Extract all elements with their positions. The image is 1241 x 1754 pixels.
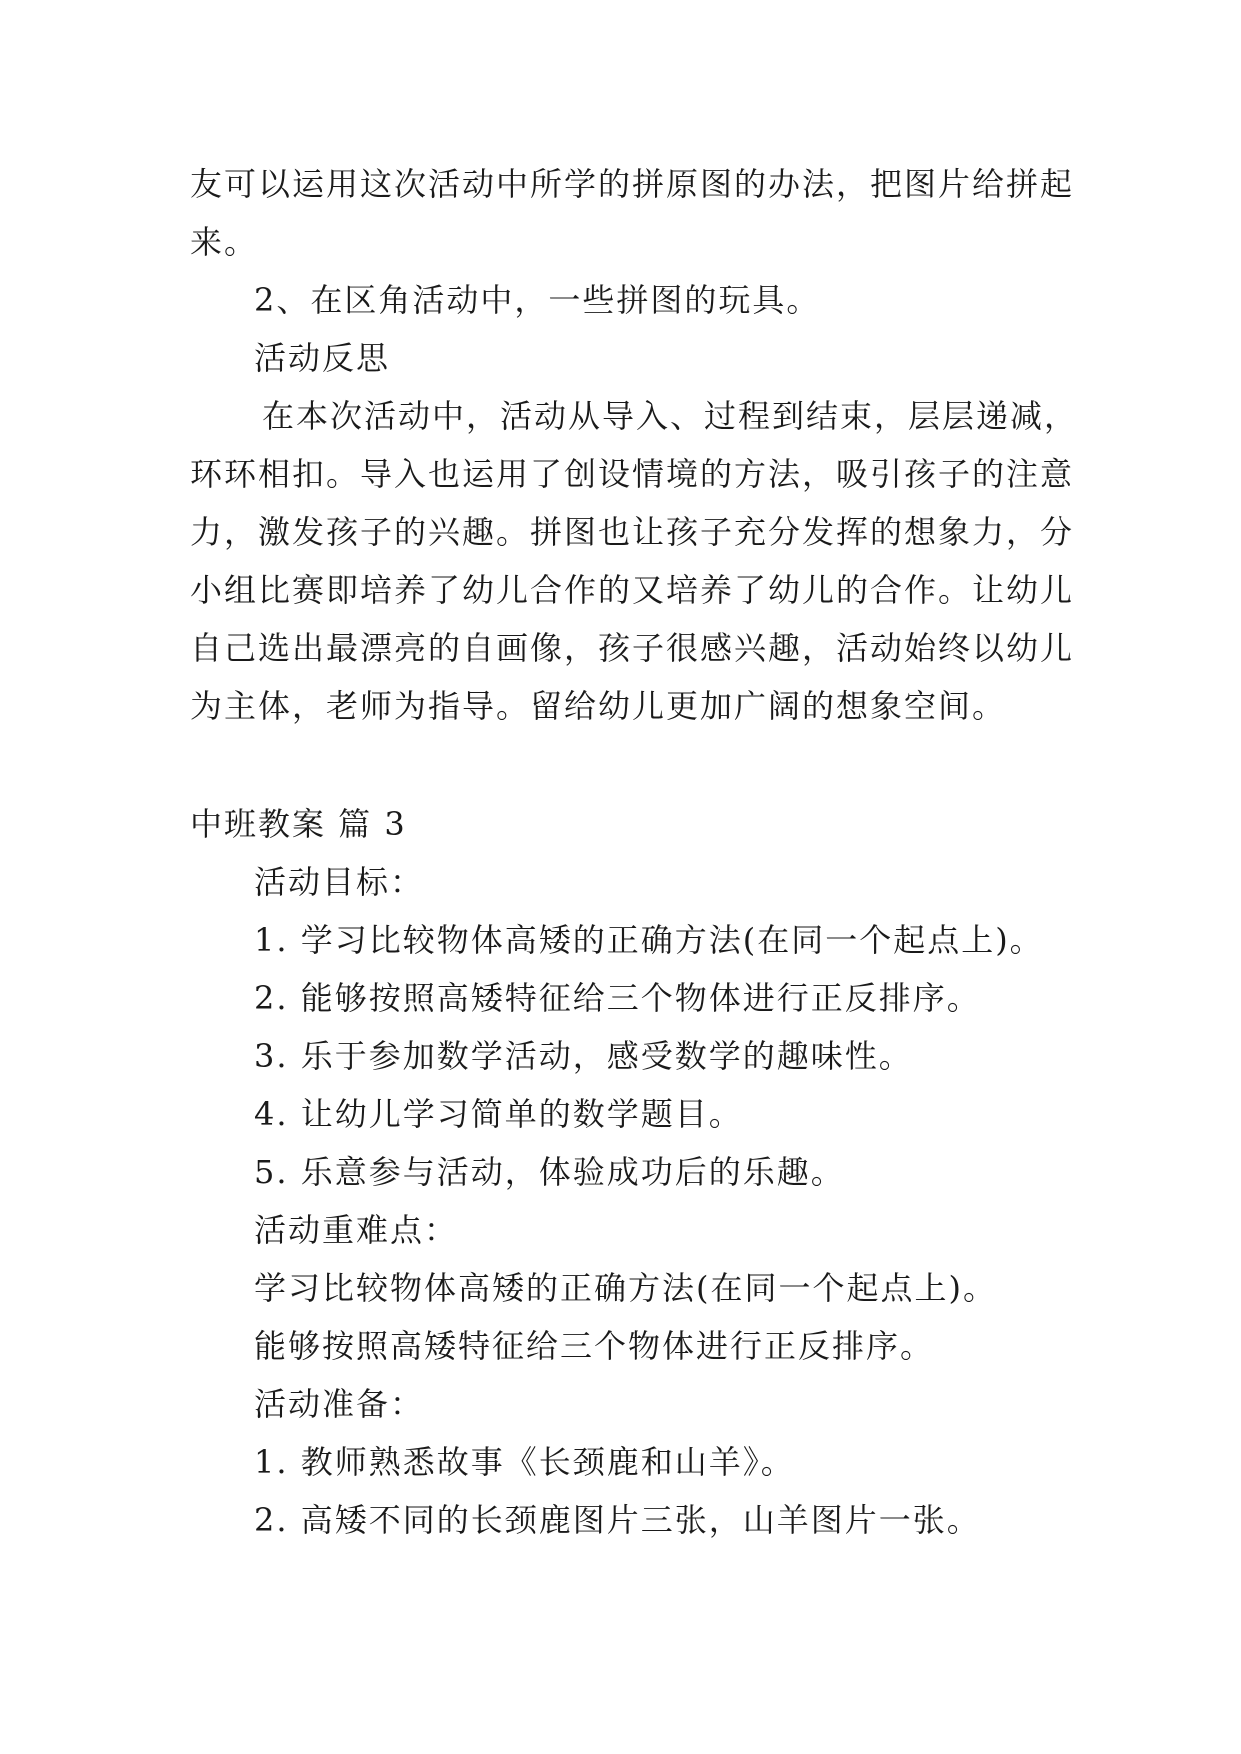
paragraph-line: 自己选出最漂亮的自画像，孩子很感兴趣，活动始终以幼儿	[190, 629, 1075, 667]
paragraph-line: 在本次活动中，活动从导入、过程到结束，层层递减，	[262, 397, 1079, 435]
section-heading: 活动目标：	[254, 863, 425, 901]
list-item: 2. 高矮不同的长颈鹿图片三张，山羊图片一张。	[254, 1501, 981, 1539]
lesson-title: 中班教案 篇 3	[190, 805, 407, 843]
section-heading: 活动反思	[254, 339, 391, 377]
paragraph-line: 力，激发孩子的兴趣。拼图也让孩子充分发挥的想象力，分	[190, 513, 1075, 551]
paragraph-line: 学习比较物体高矮的正确方法(在同一个起点上)。	[254, 1269, 997, 1307]
list-item: 4. 让幼儿学习简单的数学题目。	[254, 1095, 743, 1133]
paragraph-line: 2、在区角活动中，一些拼图的玩具。	[254, 281, 821, 319]
paragraph-line: 友可以运用这次活动中所学的拼原图的办法，把图片给拼起	[190, 165, 1075, 203]
paragraph-line: 为主体，老师为指导。留给幼儿更加广阔的想象空间。	[190, 687, 1007, 725]
list-item: 5. 乐意参与活动，体验成功后的乐趣。	[254, 1153, 845, 1191]
list-item: 3. 乐于参加数学活动，感受数学的趣味性。	[254, 1037, 913, 1075]
list-item: 2. 能够按照高矮特征给三个物体进行正反排序。	[254, 979, 981, 1017]
list-item: 1. 学习比较物体高矮的正确方法(在同一个起点上)。	[254, 921, 1044, 959]
section-heading: 活动准备：	[254, 1385, 425, 1423]
paragraph-line: 小组比赛即培养了幼儿合作的又培养了幼儿的合作。让幼儿	[190, 571, 1075, 609]
paragraph-line: 能够按照高矮特征给三个物体进行正反排序。	[254, 1327, 935, 1365]
paragraph-line: 环环相扣。导入也运用了创设情境的方法，吸引孩子的注意	[190, 455, 1075, 493]
list-item: 1. 教师熟悉故事《长颈鹿和山羊》。	[254, 1443, 795, 1481]
paragraph-line: 来。	[190, 223, 259, 261]
section-heading: 活动重难点：	[254, 1211, 459, 1249]
